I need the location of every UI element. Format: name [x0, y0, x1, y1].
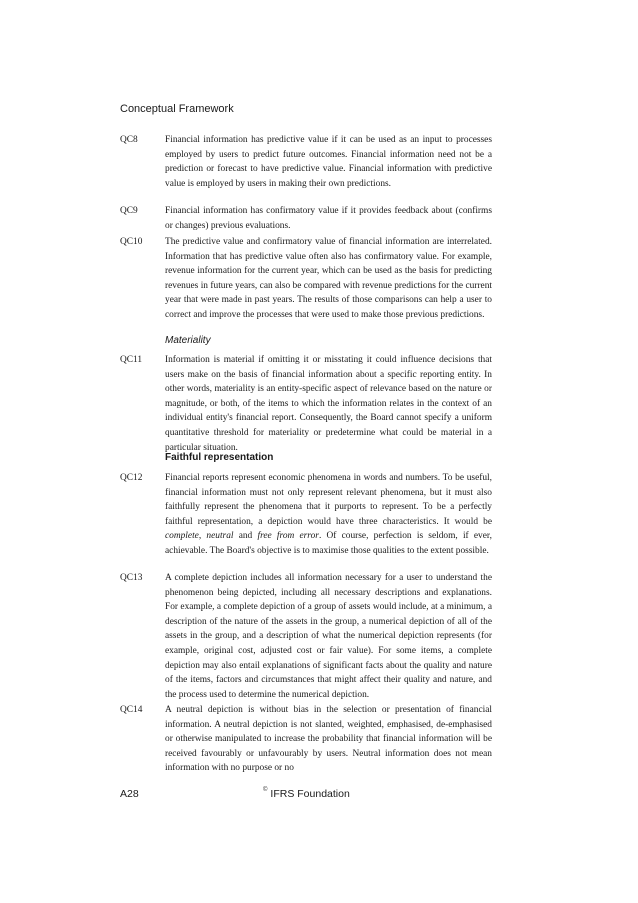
paragraph-number: QC10 [120, 237, 143, 247]
paragraph-qc13 [120, 571, 492, 702]
paragraph-qc12 [120, 471, 492, 559]
paragraph-text: Financial information has confirmatory value if it provides feedback about (confirms or changes) previous evaluations. [165, 206, 492, 231]
paragraph-qc10 [120, 235, 492, 323]
paragraph-number: QC12 [120, 473, 143, 483]
paragraph-number: QC14 [120, 705, 143, 715]
paragraph-text: A neutral depiction is without bias in the selection or presentation of financial information. A neutral depiction is not slanted, weighted, emphasised, de-emphasised or otherwise manipulated to increase the probability that financial information will be received favourably or unfavourably by users. Neutral information does not mean information with no purpose or no [165, 705, 492, 774]
paragraph-text: The predictive value and confirmatory value of financial information are interrelated. Information that has predictive value often also has confirmatory value. For example, revenue information for the current year, which can be used as the basis for predicting revenues in future years, can also be compared with revenue predictions for the current year that were made in past years. The results of those comparisons can help a user to correct and improve the processes that were used to make those previous predictions. [165, 237, 492, 320]
paragraph-number: QC11 [120, 355, 143, 365]
paragraph-number: QC13 [120, 573, 143, 583]
running-header: Conceptual Framework [120, 103, 234, 115]
paragraph-qc11 [120, 353, 492, 455]
paragraph-qc9 [120, 204, 492, 233]
page-number: A28 [120, 788, 139, 800]
subheading-materiality: Materiality [165, 335, 211, 346]
paragraph-text: Information is material if omitting it or misstating it could influence decisions that users make on the basis of financial information about a specific reporting entity. In other words, materiality is an entity-specific aspect of relevance based on the nature or magnitude, or both, of the items to which the information relates in the context of an individual entity's financial report. Consequently, the Board cannot specify a uniform quantitative threshold for materiality or predetermine what could be material in a particular situation. [165, 355, 492, 453]
paragraph-qc8 [120, 133, 492, 191]
subheading-faithful-representation: Faithful representation [165, 452, 274, 463]
paragraph-qc14 [120, 703, 492, 776]
paragraph-number: QC8 [120, 135, 138, 145]
term-complete: complete [165, 531, 199, 542]
paragraph-text: A complete depiction includes all information necessary for a user to understand the phenomenon being depicted, including all necessary descriptions and explanations. For example, a complete depiction of a group of assets would include, at a minimum, a description of the nature of the assets in the group, a numerical depiction of all of the assets in the group, and a description of what the numerical depiction represents (for example, original cost, adjusted cost or fair value). For some items, a complete depiction may also entail explanations of significant facts about the quality and nature of the items, factors and circumstances that might affect their quality and nature, and the process used to determine the numerical depiction. [165, 573, 492, 700]
paragraph-text: Financial information has predictive value if it can be used as an input to processes employed by users to predict future outcomes. Financial information need not be a prediction or forecast to have predictive value. Financial information with predictive value is employed by users in making their own predictions. [165, 135, 492, 189]
copyright-symbol: © [263, 787, 268, 793]
footer-organization: IFRS Foundation [270, 788, 350, 800]
paragraph-number: QC9 [120, 206, 138, 216]
term-free-from-error: free from error [257, 531, 319, 542]
paragraph-text: Financial reports represent economic phenomena in words and numbers. To be useful, financial information must not only represent relevant phenomena, but it must also faithfully represent the phenomena that it purports to represent. To be a perfectly faithful representation, a depiction would have three characteristics. It would be complete, neutral and free from error. Of course, perfection is seldom, if ever, achievable. The Board's objective is to maximise those qualities to the extent possible. [165, 473, 492, 556]
term-neutral: neutral [206, 531, 234, 542]
footer-copyright [263, 788, 350, 800]
